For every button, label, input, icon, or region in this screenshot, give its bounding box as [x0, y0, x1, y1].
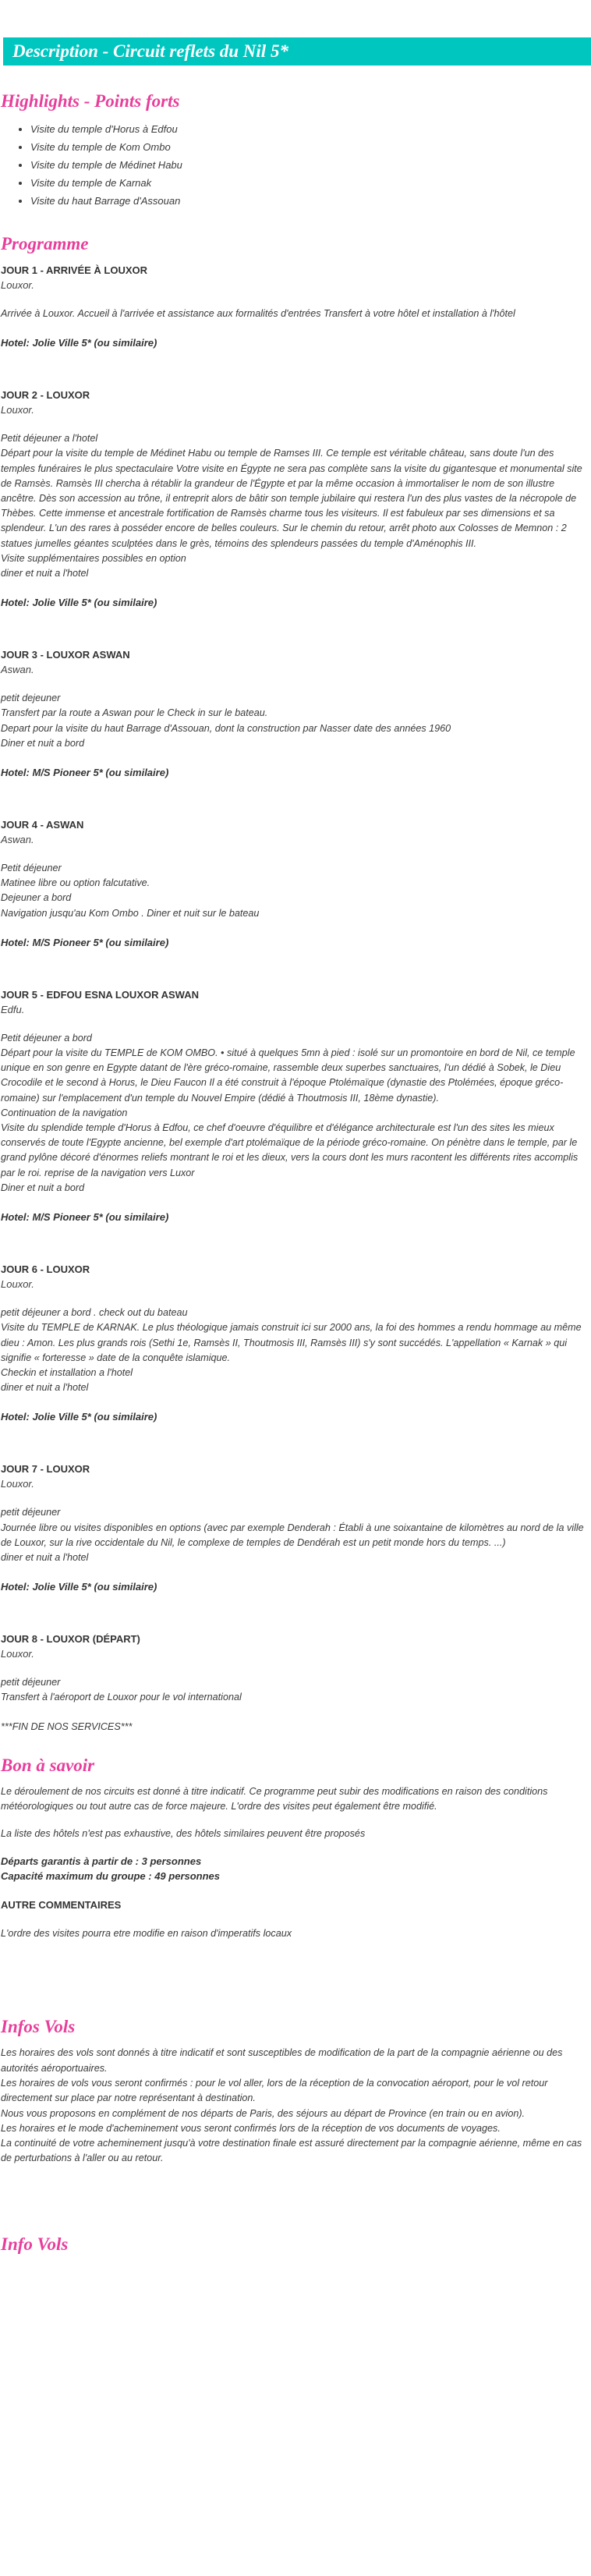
day-hotel: Hotel: M/S Pioneer 5* (ou similaire)	[1, 936, 169, 948]
capacite-max: Capacité maximum du groupe : 49 personnes	[1, 1870, 221, 1883]
day-7	[1, 1462, 589, 1594]
day-hotel: Hotel: Jolie Ville 5* (ou similaire)	[1, 1411, 157, 1423]
day-3	[1, 647, 589, 780]
day-city: Aswan.	[1, 664, 34, 676]
day-title: JOUR 4 - ASWAN	[1, 819, 84, 831]
day-hotel: Hotel: Jolie Ville 5* (ou similaire)	[1, 597, 157, 609]
day-hotel: Hotel: M/S Pioneer 5* (ou similaire)	[1, 767, 169, 779]
day-title: JOUR 8 - LOUXOR (DÉPART)	[1, 1633, 140, 1646]
day-hotel: Hotel: M/S Pioneer 5* (ou similaire)	[1, 1211, 169, 1224]
bon-a-savoir-paragraph: Le déroulement de nos circuits est donné à titre indicatif. Ce programme peut subir des modifications en raison des conditions météorologiques ou tout autre cas de force majeure. L'ordre des visites peut également être modifié.	[1, 1785, 548, 1812]
day-text: Arrivée à Louxor. Accueil à l'arrivée et assistance aux formalités d'entrées Transfert à votre hôtel et installation à l'hôtel	[1, 308, 515, 319]
end-of-services: ***FIN DE NOS SERVICES***	[1, 1720, 133, 1732]
day-title: JOUR 6 - LOUXOR	[1, 1263, 90, 1276]
day-text: petit déjeuner a bord . check out du bateau Visite du TEMPLE de KARNAK. Le plus théologique jamais construit ici sur 2000 ans, la foi des hommes a rendu hommage au même dieu : Amon. Les plus grands rois (Sethi 1e, Ramsès II, Thoutmosis III, Ramsès III) s'y sont succédés. L'appellation « Karnak » qui signifie « forteresse » date de la conquête islamique. Checkin et installation a l'hotel diner et nuit a l'hotel	[1, 1307, 582, 1394]
day-hotel: Hotel: Jolie Ville 5* (ou similaire)	[1, 1581, 157, 1593]
comments-text: L'ordre des visites pourra etre modifie en raison d'imperatifs locaux	[1, 1928, 292, 1940]
day-text: Petit déjeuner a l'hotel Départ pour la visite du temple de Médinet Habu ou temple de Ramses III. Ce temple est véritable château, sans doute l'un des temples funéraires le plus spectaculaire Votre visite en Égypte ne sera pas complète sans la visite du gigantesque et monumental site de Ramsès. Ramsès III chercha à rétablir la grandeur de l'Égypte et par la même occasion à immortaliser le nom de son illustre ancêtre. Dès son accession au trône, il entreprit alors de bâtir son temple jubilaire qui restera l'un des plus vastes de la nécropole de Thèbes. Cette immense et ancestrale fortification de Ramsès charme tous les visiteurs. Il est fabuleux par ses dimensions et sa splendeur. L'un des rares à posséder encore de belles couleurs. Sur le chemin du retour, arrêt photo aux Colosses de Memnon : 2 statues jumelles géantes sculptées dans le grès, témoins des splendeurs passées du temple d'Aménophis III. Visite supplémentaires possibles en option diner et nuit a l'hotel	[1, 433, 582, 579]
infos-vols-text: Les horaires des vols sont donnés à titre indicatif et sont susceptibles de modification de la part de la compagnie aérienne ou des autorités aéroportuaires. Les horaires de vols vous seront confirmés : pour le vol aller, lors de la réception de la convocation aéroport, pour le vol retour directement sur place par notre représentant à destination. Nous vous proposons en complément de nos départs de Paris, des séjours au départ de Province (en train ou en avion). Les horaires et le mode d'acheminement vous seront confirmés lors de la réception de vos documents de voyages. La continuité de votre acheminement jusqu'à votre destination finale est assuré directement par la compagnie aérienne, même en cas de perturbations à l'aller ou au retour.	[1, 2047, 582, 2164]
banner-title: Description - Circuit reflets du Nil 5*	[12, 41, 288, 61]
day-8	[1, 1632, 589, 1705]
day-city: Louxor.	[1, 1478, 34, 1490]
highlights-heading: Highlights - Points forts	[1, 91, 180, 111]
day-city: Louxor.	[1, 404, 34, 416]
day-city: Edfu.	[1, 1003, 25, 1015]
day-title: JOUR 1 - ARRIVÉE À LOUXOR	[1, 264, 148, 276]
highlight-item: • Visite du temple de Médinet Habu	[30, 156, 589, 174]
day-text: petit déjeuner Journée libre ou visites disponibles en options (avec par exemple Denderah : Établi à une soixantaine de kilomètres au nord de la ville de Louxor, sur la rive occidentale du Nil, le complexe de temples de Dendérah est un petit monde hors du temps. ...) diner et nuit a l'hotel	[1, 1507, 584, 1563]
bon-a-savoir-paragraph: La liste des hôtels n'est pas exhaustive, des hôtels similaires peuvent être proposés	[1, 1827, 366, 1839]
day-title: JOUR 2 - LOUXOR	[1, 389, 90, 402]
day-title: JOUR 5 - EDFOU ESNA LOUXOR ASWAN	[1, 988, 200, 1001]
day-4	[1, 817, 589, 950]
day-text: petit dejeuner Transfert par la route a Aswan pour le Check in sur le bateau. Depart pour la visite du haut Barrage d'Assouan, dont la construction par Nasser date des années 1960 Diner et nuit a bord	[1, 693, 451, 749]
infos-vols-heading: Infos Vols	[1, 2017, 76, 2037]
day-6	[1, 1262, 589, 1424]
programme-heading: Programme	[1, 234, 89, 253]
day-hotel: Hotel: Jolie Ville 5* (ou similaire)	[1, 337, 157, 349]
info-vols-heading-2: Info Vols	[1, 2234, 69, 2254]
day-text: petit déjeuner Transfert à l'aéroport de Louxor pour le vol international	[1, 1677, 242, 1703]
day-text: Petit déjeuner a bord Départ pour la visite du TEMPLE de KOM OMBO. • situé à quelques 5mn à pied : isolé sur un promontoire en bord de Nil, ce temple unique en son genre en Egypte datant de l'ère gréco-romaine, rassemble deux superbes sanctuaires, l'un dédié à Sobek, le Dieu Crocodile et le second à Horus, le Dieu Faucon Il a été construit à l'époque Ptolémaïque (dynastie des Ptolémées, époque gréco-romaine) sur l'emplacement d'un temple du Nouvel Empire (dédié à Thoutmosis III, 18ème dynastie). Continuation de la navigation Visite du splendide temple d'Horus à Edfou, ce chef d'oeuvre d'équilibre et d'élégance architecturale est l'un des sites les mieux conservés de toute l'Egypte ancienne, bel exemple d'art ptolémaïque de la période gréco-romaine. On pénètre dans le temple, par le grand pylône décoré d'énormes reliefs montrant le roi et les dieux, vers la cours dont les murs racontent les différents rites accomplis par le roi. reprise de la navigation vers Luxor Diner et nuit a bord	[1, 1032, 579, 1193]
highlight-item: • Visite du temple d'Horus à Edfou	[30, 120, 589, 138]
day-text: Petit déjeuner Matinee libre ou option falcutative. Dejeuner a bord Navigation jusqu'au Kom Ombo . Diner et nuit sur le bateau	[1, 863, 260, 919]
day-title: JOUR 7 - LOUXOR	[1, 1463, 90, 1476]
day-city: Aswan.	[1, 834, 34, 846]
day-2	[1, 388, 589, 610]
comments-title: AUTRE COMMENTAIRES	[1, 1899, 122, 1912]
highlight-item: • Visite du temple de Kom Ombo	[30, 138, 589, 156]
bon-a-savoir-heading: Bon à savoir	[1, 1755, 95, 1775]
highlight-item: • Visite du haut Barrage d'Assouan	[30, 192, 589, 210]
departs-garantis: Départs garantis à partir de : 3 personnes	[1, 1855, 202, 1868]
day-1	[1, 263, 589, 350]
highlight-item: • Visite du temple de Karnak	[30, 174, 589, 192]
day-city: Louxor.	[1, 1278, 34, 1291]
banner-accent	[0, 37, 3, 66]
highlights-list	[1, 120, 589, 210]
day-city: Louxor.	[1, 279, 34, 291]
day-5	[1, 987, 589, 1224]
description-banner	[0, 37, 591, 66]
day-city: Louxor.	[1, 1648, 34, 1660]
content	[0, 75, 591, 2263]
day-title: JOUR 3 - LOUXOR ASWAN	[1, 649, 130, 661]
